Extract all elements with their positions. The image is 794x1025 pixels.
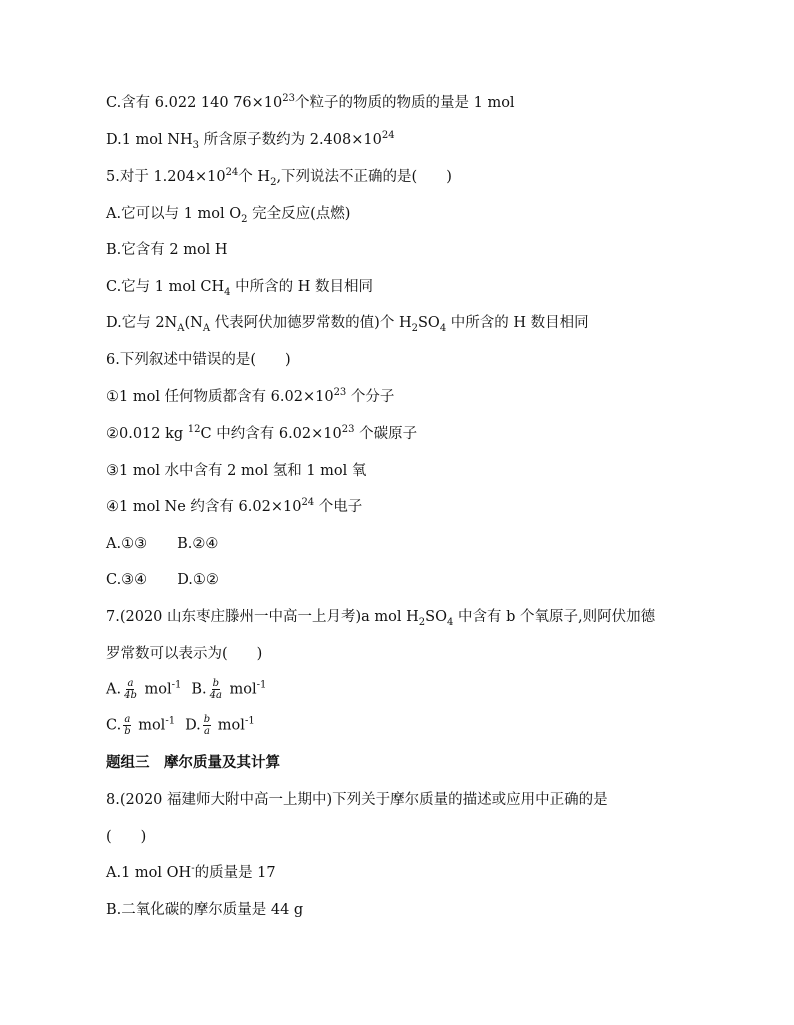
question-7-options-ab: A. $\frac{a}{4b}$ mol$^{-1}$ B. $\frac{b}{4a}$ mol$^{-1}$ [106,678,267,701]
question-8-continued: ( ) [106,829,147,845]
option-c-prev: C.含有 6.022 140 $76\times 10^{23}$个粒子的物质的物质的量是 1 mol [106,93,515,111]
question-7: 7.(2020 山东枣庄滕州一中高一上月考)a mol $H_2SO_4$ 中含有 b 个氧原子,则阿伏加德 [106,609,656,628]
question-6-item-1: ①1 mol 任何物质都含有 $6.02\times 10^{23}$ 个分子 [106,387,395,405]
section-heading-3: 题组三 摩尔质量及其计算 [106,754,280,771]
question-5-option-d: D.它与 $2N_A(N_A$ 代表阿伏加德罗常数的值)个 $H_2SO_4$ 中所含的 H 数目相同 [106,315,589,334]
fraction-c: $\frac{a}{b}$ [124,714,131,737]
option-d-prev: D.1 mol $NH_3$ 所含原子数约为 $2.408\times 10^{24}$ [106,130,395,151]
question-8-option-a: A.1 mol OH-的质量是 17 [106,863,276,881]
question-6-options-row-1: A.①③ B.②④ [106,536,219,552]
question-5-option-b: B.它含有 2 mol H [106,242,228,258]
question-5-option-a: A.它可以与 1 mol $O_2$ 完全反应(点燃) [106,206,351,225]
question-6-item-4: ④1 mol Ne 约含有 $6.02\times 10^{24}$ 个电子 [106,497,363,515]
fraction-d: $\frac{b}{a}$ [203,714,211,737]
question-6-item-2: ②0.012 kg $^{12}$C 中约含有 $6.02\times 10^{23}$ 个碳原子 [106,424,418,442]
question-8-option-b: B.二氧化碳的摩尔质量是 44 g [106,902,304,918]
question-7-continued: 罗常数可以表示为( ) [106,646,263,662]
question-8: 8.(2020 福建师大附中高一上期中)下列关于摩尔质量的描述或应用中正确的是 [106,792,608,808]
question-7-options-cd: C. $\frac{a}{b}$ mol$^{-1}$ D. $\frac{b}{a}$ mol$^{-1}$ [106,714,255,737]
question-5: 5.对于 $1.204\times 10^{24}$个 $H_2$,下列说法不正确的是( ) [106,167,452,188]
question-6: 6.下列叙述中错误的是( ) [106,352,291,368]
fraction-b: $\frac{b}{4a}$ [209,678,222,701]
fraction-a: $\frac{a}{4b}$ [124,678,137,701]
question-5-option-c: C.它与 1 mol $CH_4$ 中所含的 H 数目相同 [106,279,373,298]
question-6-options-row-2: C.③④ D.①② [106,572,219,588]
question-6-item-3: ③1 mol 水中含有 2 mol 氢和 1 mol 氧 [106,463,367,479]
